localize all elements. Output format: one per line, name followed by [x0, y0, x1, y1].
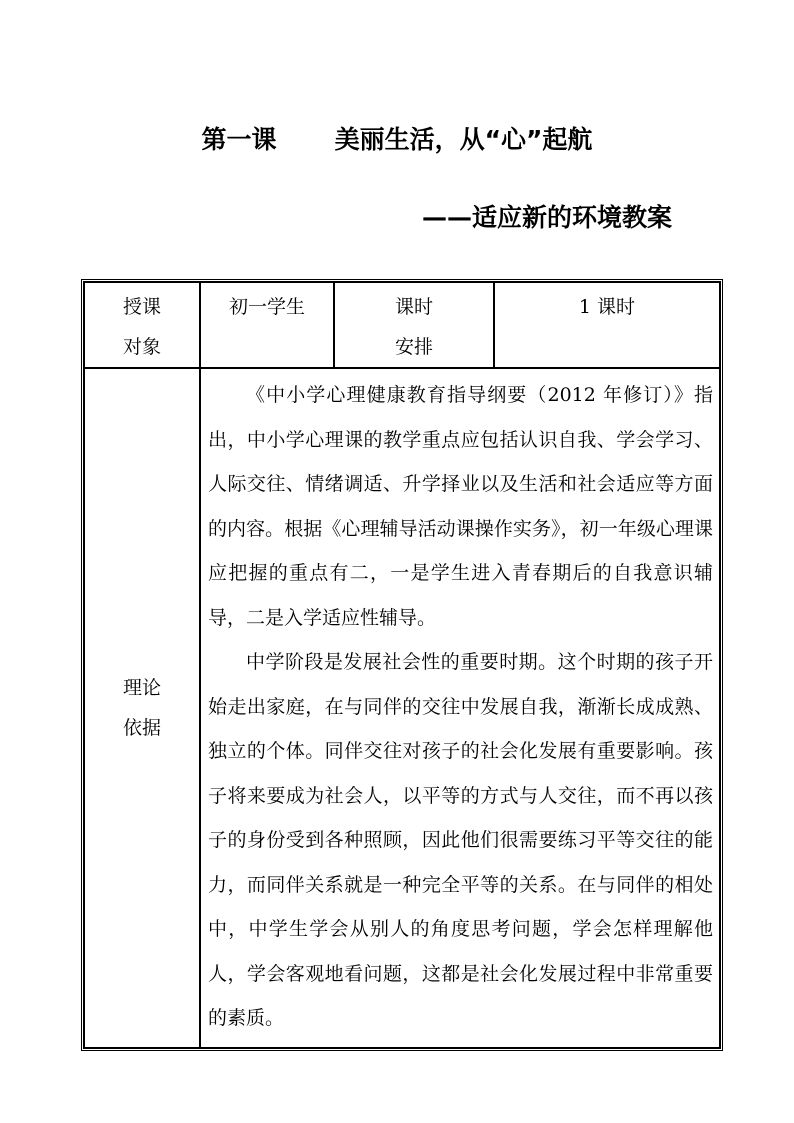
- document-title: [0, 122, 794, 158]
- lesson-number: 第一课: [201, 125, 277, 154]
- basis-paragraph: 《中小学心理健康教育指导纲要（2012 年修订）》指出，中小学心理课的教学重点应包括认识自我、学会学习、人际交往、情绪调适、升学择业以及生活和社会适应等方面的内容。根据《心理辅导活动课操作实务》，初一年级心理课应把握的重点有二，一是学生进入青春期后的自我意识辅导，二是入学适应性辅导。: [208, 384, 713, 629]
- basis-row: [84, 368, 720, 1048]
- lesson-title: 美丽生活，从“心”起航: [334, 125, 593, 154]
- hours-value: 1 课时: [494, 282, 720, 368]
- info-row: [84, 282, 720, 368]
- hours-label: 课时 安排: [334, 282, 494, 368]
- basis-content: [200, 368, 720, 1048]
- audience-value: 初一学生: [200, 282, 334, 368]
- audience-label: 授课 对象: [84, 282, 200, 368]
- lesson-plan-table: [81, 279, 723, 1051]
- basis-label: 理论 依据: [84, 368, 200, 1048]
- basis-paragraph: 中学阶段是发展社会性的重要时期。这个时期的孩子开始走出家庭，在与同伴的交往中发展自我，渐渐长成成熟、独立的个体。同伴交往对孩子的社会化发展有重要影响。孩子将来要成为社会人，以平等的方式与人交往，而不再以孩子的身份受到各种照顾，因此他们很需要练习平等交往的能力，而同伴关系就是一种完全平等的关系。在与同伴的相处中，中学生学会从别人的角度思考问题，学会怎样理解他人，学会客观地看问题，这都是社会化发展过程中非常重要的素质。: [208, 651, 713, 1029]
- document-subtitle: ——适应新的环境教案: [421, 203, 672, 232]
